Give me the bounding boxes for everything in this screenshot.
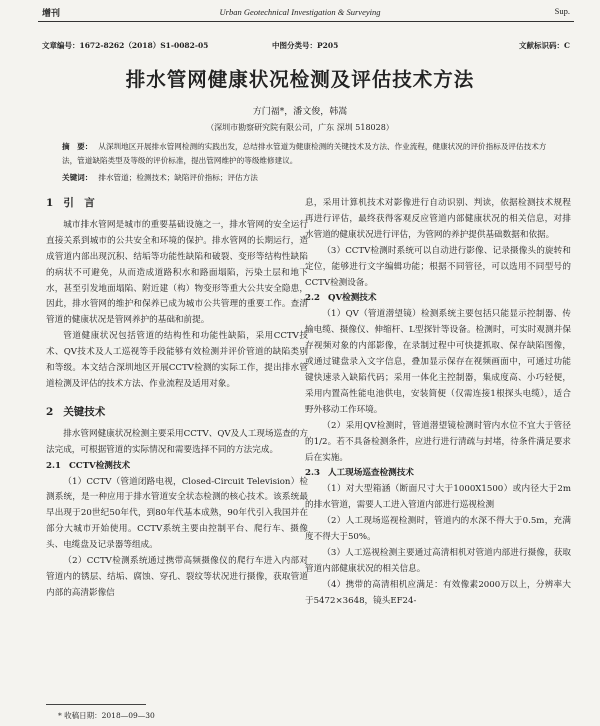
abstract [62,140,554,168]
keywords [62,172,554,183]
paragraph: （2）CCTV检测系统通过携带高频摄像仪的爬行车进入内部对管道内的锈层、结垢、腐蚀、穿孔、裂纹等状况进行摄像，获取管道内部的高清影像信 [46,556,308,598]
footnote: * 收稿日期：2018—09—30 [58,711,155,720]
document-code: 文献标识码：C [519,41,570,50]
paragraph: （3）人工巡视检测主要通过高清相机对管道内部进行摄像，获取管道内部健康状况的相关信息。 [305,547,571,574]
section-number: 2 [46,405,54,418]
abstract-label: 摘 要： [62,142,93,151]
paper-title: 排水管网健康状况检测及评估技术方法 [125,68,475,91]
clc-number: 中图分类号：P205 [272,41,339,50]
paragraph: （2）采用QV检测时，管道潜望镜检测时管内水位不宜大于管径的1/2。若不具备检测条件，应进行进行清疏与封堵，待条件满足要求后在实施。 [305,420,571,463]
header-rule [38,21,574,22]
section-title: 引 言 [63,197,95,209]
paragraph: 排水管网健康状况检测主要采用CCTV、QV及人工现场巡查的方法完成，可根据管道的实际情况和需要选择不同的方法完成。 [46,428,308,455]
journal-name: Urban Geotechnical Investigation & Surveying [219,7,381,17]
subsection-heading [305,291,571,307]
paragraph: 城市排水管网是城市的重要基础设施之一，排水管网的安全运行直接关系到城市的公共安全和环境的保护。排水管网的长期运行，造成管道内部出现沉积、结垢等功能性缺陷和破裂、变形等结构性缺陷的病状不可避免，从而造成道路积水和路面塌陷，污染土层和地下水，甚至引发地面塌陷、附近建（构）物变形等重大公共安全隐患，因此，排水管网的维护和保养已成为城市公共管理的重要工作。查清管道的健康状况是管网养护的基础和前提。 [46,219,308,326]
paragraph: 管道健康状况包括管道的结构性和功能性缺陷，采用CCTV技术、QV技术及人工巡视等手段能够有效检测并评价管道的缺陷类别和等级。本文结合深圳地区开展CCTV检测的实际工作，提出排水管道检测及评估的技术方法、作业流程及适用对象。 [46,331,308,389]
subsection-title: QV检测技术 [327,293,377,304]
subsection-title: CCTV检测技术 [68,460,131,471]
section-number: 1 [46,197,54,209]
section-heading [46,405,308,421]
right-column [305,196,571,610]
article-number: 文章编号：1672-8262（2018）S1-0082-05 [42,41,209,50]
paragraph: （2）人工现场巡视检测时，管道内的水深不得大于0.5m，充满度不得大于50%。 [305,516,571,543]
affiliation: （深圳市勘察研究院有限公司，广东 深圳 518028） [206,123,394,132]
subsection-heading [46,459,308,475]
issue-label: 增刊 [42,9,61,19]
paragraph: （3）CCTV检测时系统可以自动进行影像、记录摄像头的旋转和定位，能够进行文字编辑功能；根据不同管径，可以选用不同型号的CCTV检测设备。 [305,245,571,288]
paragraph: （1）QV（管道潜望镜）检测系统主要包括只能显示控制器、传输电缆、摄像仪、伸缩杆、L型探针等设备。检测时，可实时观测并保存视频对象的内部影像，在录制过程中可快捷抓取、保存缺陷图像，或通过键盘录入文字信息，叠加显示保存在视频画面中，可通过功能键快速录入缺陷代码；采用一体化主控制器，集成度高、小巧轻便，采用内置高性能电池供电，安装简便（仅需连接1根探头电缆），适合野外移动工作环境。 [305,309,571,415]
footnote-rule [46,704,146,705]
supplement-label: Sup. [554,6,570,16]
paragraph: （1）CCTV（管道闭路电视，Closed-Circuit Television）检测系统，是一种应用于排水管道安全状态检测的核心技术。该系统最早出现于20世纪50年代，到80年代基本成熟，90年代引入我国并在部分大城市开始使用。CCTV系统主要由控制平台、爬行车、摄像头、电缆盘及记录器等组成。 [46,476,308,551]
running-header [0,0,600,22]
subsection-title: 人工现场巡查检测技术 [327,468,414,479]
subsection-number: 2.2 [305,293,320,304]
keywords-text: 排水管道；检测技术；缺陷评价指标；评估方法 [98,173,258,182]
paragraph: 息，采用计算机技术对影像进行自动识别、判读，依据检测技术规程再进行评估，最终获得客观反应管道内部健康状况的相关信息，对排水管道的健康状况进行评估，为管网的养护提供基础数据和依据。 [305,198,571,240]
subsection-heading [305,466,571,482]
authors: 方门福*，潘文俊，韩嵩 [252,107,348,117]
abstract-text: 从深圳地区开展排水管网检测的实践出发，总结排水管道为健康检测的关键技术及方法、作业流程，健康状况的评价指标及评估技术方法，管道缺陷类型及等级的评价标准，提出管网维护的等级维修建议。 [62,142,547,165]
subsection-number: 2.1 [46,460,61,471]
section-title: 关键技术 [63,405,106,418]
paragraph: （1）对大型箱涵（断面尺寸大于1000X1500）或内径大于2m的排水管道，需要人工进入管道内部进行巡视检测 [305,484,571,511]
section-heading [46,196,308,212]
paragraph: （4）携带的高清相机应满足：有效像素2000万以上，分辨率大于5472×3648，镜头EF24- [305,579,571,606]
subsection-number: 2.3 [305,468,320,479]
keywords-label: 关键词： [62,173,93,182]
left-column [46,196,308,602]
